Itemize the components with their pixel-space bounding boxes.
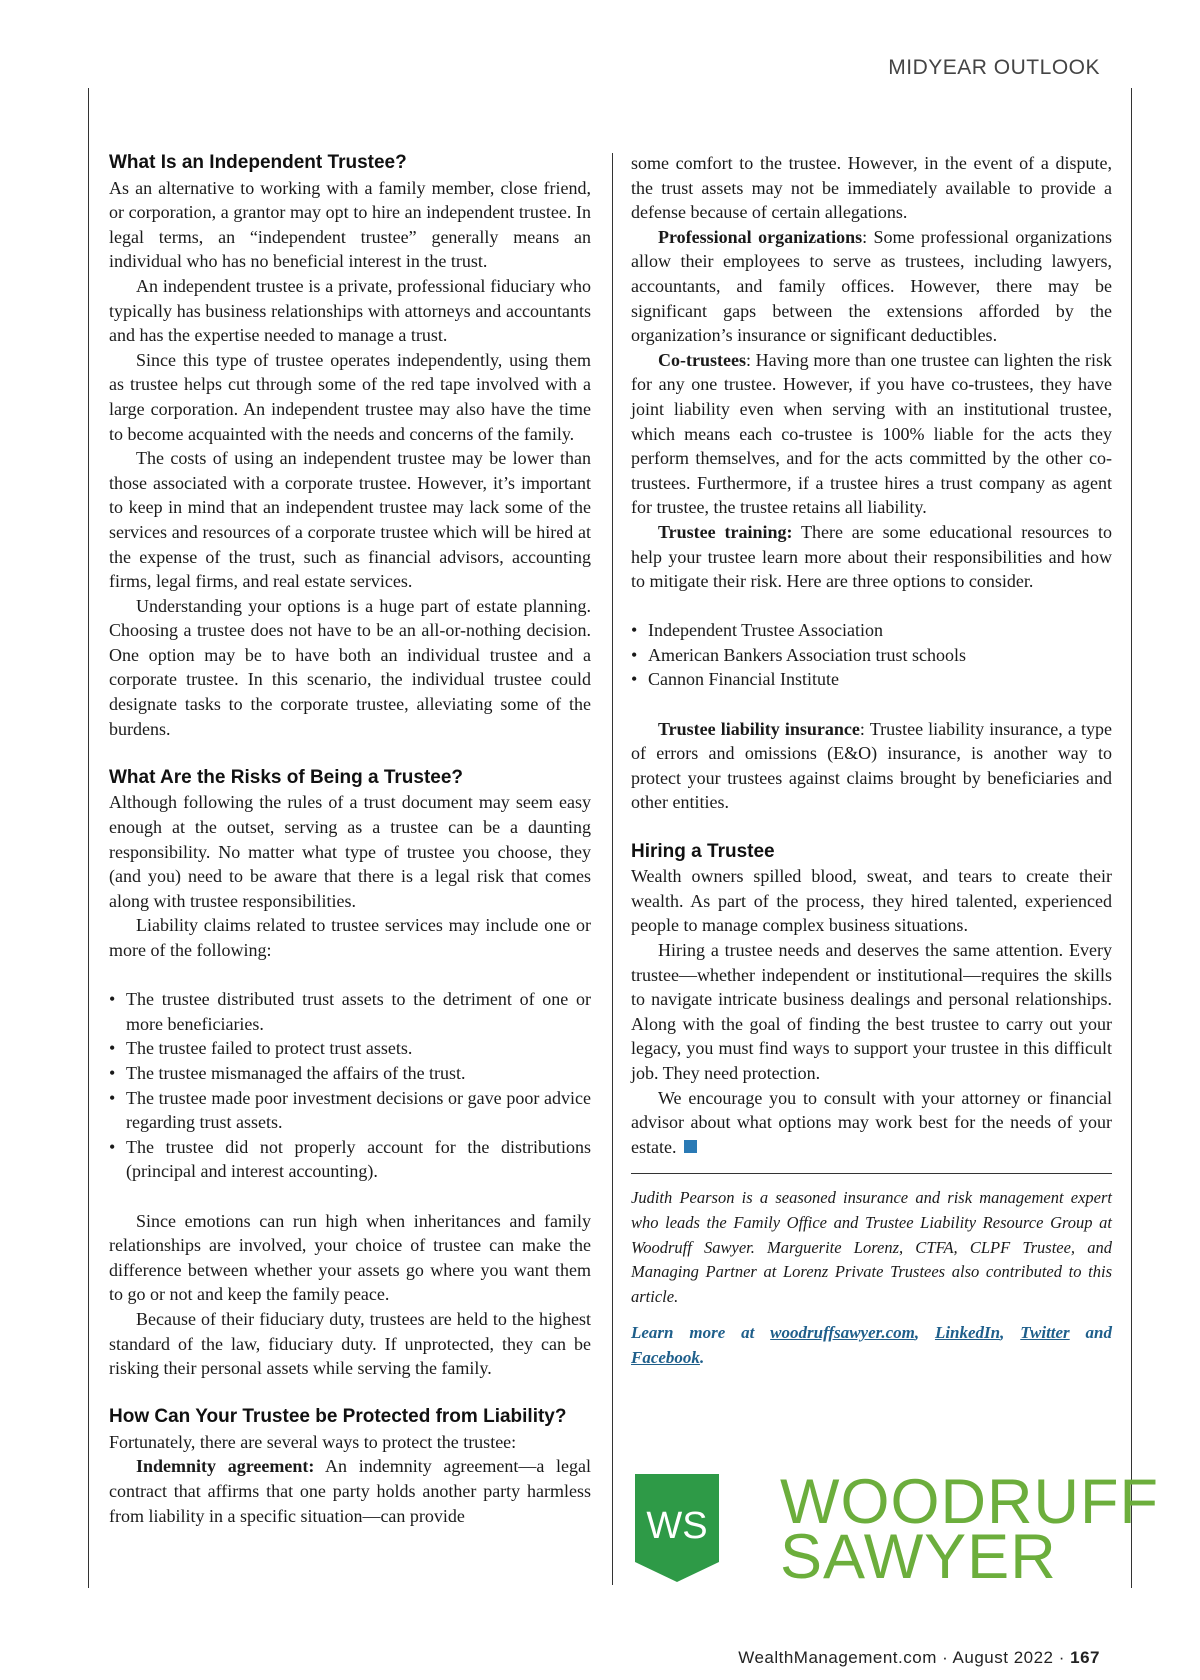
footer-date: August 2022 xyxy=(952,1648,1054,1667)
list-item: • The trustee distributed trust assets to the detriment of one or more beneficiaries. xyxy=(109,987,591,1036)
risk-list xyxy=(109,987,591,1184)
logo-line-1: WOODRUFF xyxy=(780,1467,1159,1537)
learn-more xyxy=(631,1321,1112,1370)
list-item: • Independent Trustee Association xyxy=(631,618,1112,643)
inline-label: Professional organizations xyxy=(658,226,863,247)
link-website[interactable]: woodruffsawyer.com xyxy=(770,1323,915,1343)
list-item: • The trustee made poor investment decisions or gave poor advice regarding trust assets. xyxy=(109,1086,591,1135)
author-bio: Judith Pearson is a seasoned insurance and risk management expert who leads the Family Office and Trustee Liability Resource Group at Woodruff Sawyer. Marguerite Lorenz, CTFA, CLPF Trustee, and Managing Partner at Lorenz Private Trustees also contributed to this article. xyxy=(631,1188,1112,1306)
list-item: • The trustee failed to protect trust assets. xyxy=(109,1036,591,1061)
resource-list xyxy=(631,618,1112,692)
paragraph xyxy=(631,225,1112,348)
heading-hiring: Hiring a Trustee xyxy=(631,840,775,862)
inline-label: Trustee liability insurance xyxy=(658,718,860,739)
section-label: MIDYEAR OUTLOOK xyxy=(888,56,1100,79)
paragraph: Wealth owners spilled blood, sweat, and tears to create their wealth. As part of the process, they hired talented, experienced people to manage complex business situations. xyxy=(631,866,1112,936)
paragraph xyxy=(631,717,1112,815)
paragraph: Liability claims related to trustee services may include one or more of the following: xyxy=(109,915,591,960)
left-margin-rule xyxy=(88,88,89,1588)
paragraph: Because of their fiduciary duty, trustees are held to the highest standard of the law, fiduciary duty. If unprotected, they can be risking their personal assets while serving the family. xyxy=(109,1308,591,1379)
shield-monogram: WS xyxy=(646,1505,708,1547)
list-item: • American Bankers Association trust schools xyxy=(631,643,1112,668)
separator: and xyxy=(1069,1323,1112,1343)
column-divider-rule xyxy=(612,153,613,1585)
paragraph: Hiring a trustee needs and deserves the same attention. Every trustee—whether independent or institutional—requires the skills to navigate intricate business dealings and personal relationships. Along with the goal of finding the best trustee to carry out your legacy, you must find ways to support your trustee in this difficult job. They need protection. xyxy=(631,940,1112,1083)
inline-text: : Having more than one trustee can lighten the risk for any one trustee. However, if you have co-trustees, they have joint liability even when serving with an institutional trustee, which means each co-trustee is 100% liable for the acts they perform themselves, and for the acts committed by the other co-trustees. Furthermore, if a trustee hires a trust company as agent for trustee, the trustee retains all liability. xyxy=(631,349,1112,518)
bio-divider xyxy=(631,1173,1112,1174)
link-facebook[interactable]: Facebook xyxy=(631,1347,700,1367)
paragraph: The costs of using an independent trustee may be lower than those associated with a corporate trustee. However, it’s important to keep in mind that an independent trustee may lack some of the services and resources of a corporate trustee which will be hired at the expense of the trust, such as financial advisors, accounting firms, legal firms, and real estate services. xyxy=(109,448,591,592)
right-margin-rule xyxy=(1131,88,1132,1588)
woodruff-sawyer-logo xyxy=(635,1467,1159,1592)
inline-text: We encourage you to consult with your attorney or financial advisor about what options may work best for the needs of your estate. xyxy=(631,1087,1112,1157)
paragraph: Since this type of trustee operates independently, using them as trustee helps cut through some of the red tape involved with a large corporation. An independent trustee may also have the time to become acquainted with the needs and concerns of the family. xyxy=(109,349,591,444)
paragraph: As an alternative to working with a family member, close friend, or corporation, a grantor may opt to hire an independent trustee. In legal terms, an “independent trustee” generally means an individual who has no beneficial interest in the trust. xyxy=(109,177,591,272)
learn-end: . xyxy=(699,1347,705,1367)
end-mark-icon xyxy=(684,1140,697,1153)
inline-text: There are some educational resources to help your trustee learn more about their responsibilities and how to mitigate their risk. Here are three options to consider. xyxy=(631,521,1112,592)
paragraph: Since emotions can run high when inheritances and family relationships are involved, your choice of trustee can make the difference between whether your assets go where you want them to go or not and keep the family peace. xyxy=(109,1210,591,1305)
paragraph xyxy=(631,348,1112,520)
page-footer xyxy=(738,1648,1100,1668)
separator: , xyxy=(1000,1323,1021,1343)
right-column xyxy=(631,151,1112,1371)
page-number: 167 xyxy=(1070,1648,1100,1667)
paragraph: An independent trustee is a private, professional fiduciary who typically has business relationships with attorneys and accountants and has the expertise needed to manage a trust. xyxy=(109,275,591,346)
inline-text: : Some professional organizations allow their employees to serve as trustees, including lawyers, accountants, and family offices. However, there may be significant gaps between the extensions afforded by the organization’s insurance or significant deductibles. xyxy=(631,226,1112,346)
inline-label: Co-trustees xyxy=(658,349,746,370)
list-item: • Cannon Financial Institute xyxy=(631,667,1112,692)
inline-text: An indemnity agreement—a legal contract that affirms that one party holds another party harmless from liability in a specific situation—can provide xyxy=(109,1456,591,1526)
inline-label: Trustee training: xyxy=(658,521,793,542)
inline-label: Indemnity agreement: xyxy=(136,1456,315,1477)
logo-line-2: SAWYER xyxy=(780,1522,1057,1592)
link-linkedin[interactable]: LinkedIn xyxy=(934,1323,1001,1343)
list-item: • The trustee mismanaged the affairs of the trust. xyxy=(109,1061,591,1086)
footer-site: WealthManagement.com xyxy=(738,1648,937,1667)
heading-protection: How Can Your Trustee be Protected from Liability? xyxy=(109,1406,567,1428)
link-twitter[interactable]: Twitter xyxy=(1020,1323,1070,1343)
heading-risks: What Are the Risks of Being a Trustee? xyxy=(109,766,464,788)
heading-independent-trustee: What Is an Independent Trustee? xyxy=(109,152,407,173)
inline-text: : Trustee liability insurance, a type of errors and omissions (E&O) insurance, is another way to protect your trustees against claims brought by beneficiaries and other entities. xyxy=(631,718,1112,813)
ws-shield-icon xyxy=(635,1474,719,1582)
paragraph: Although following the rules of a trust document may seem easy enough at the outset, serving as a trustee can be a daunting responsibility. No matter what type of trustee you choose, they (and you) need to be aware that there is a legal risk that comes along with trustee responsibilities. xyxy=(109,792,591,911)
left-column xyxy=(109,151,591,1528)
list-item: • The trustee did not properly account for the distributions (principal and interest accounting). xyxy=(109,1135,591,1184)
footer-separator: · xyxy=(936,1648,953,1667)
paragraph xyxy=(631,1086,1112,1160)
separator: , xyxy=(914,1323,935,1343)
paragraph xyxy=(631,520,1112,594)
paragraph xyxy=(109,1454,591,1528)
paragraph: some comfort to the trustee. However, in the event of a dispute, the trust assets may not be immediately available to provide a defense because of certain allegations. xyxy=(631,153,1112,223)
learn-prefix: Learn more at xyxy=(631,1323,771,1343)
paragraph: Fortunately, there are several ways to protect the trustee: xyxy=(109,1431,517,1452)
paragraph: Understanding your options is a huge part of estate planning. Choosing a trustee does not have to be an all-or-nothing decision. One option may be to have both an individual trustee and a corporate trustee. In this scenario, the individual trustee could designate tasks to the corporate trustee, alleviating some of the burdens. xyxy=(109,595,591,739)
footer-separator: · xyxy=(1053,1648,1071,1667)
